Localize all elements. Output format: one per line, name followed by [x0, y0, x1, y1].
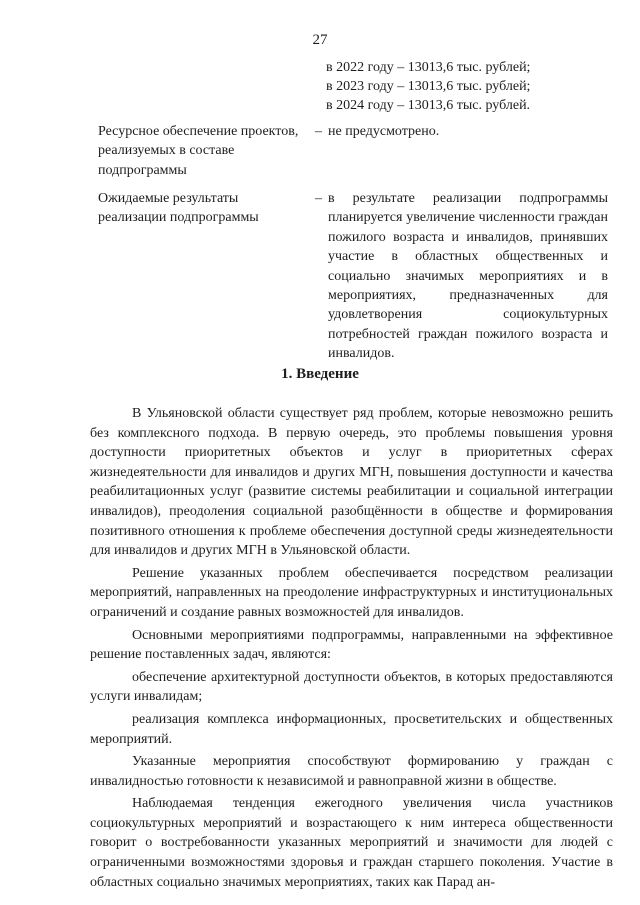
paragraph: обеспечение архитектурной доступности объектов, в которых предоставляются услуги инвалидам; — [90, 669, 613, 705]
funding-list — [326, 58, 530, 115]
table-row-value: не предусмотрено. — [328, 124, 440, 139]
paragraph: В Ульяновской области существует ряд проблем, которые невозможно решить без комплексного подхода. В первую очередь, это проблемы повышения уровня доступности приоритетных объектов и услуг в приоритетных сферах жизнедеятельности для инвалидов и других МГН, повышения доступности и качества реабилитационных услуг (развитие системы реабилитации и социальной интеграции инвалидов), преодоления социальной разобщённости в обществе и формирования позитивного отношения к проблеме обеспечения доступной среды жизнедеятельности для инвалидов и других МГН в Ульяновской области. — [90, 406, 613, 559]
table-row-value: в результате реализации подпрограммы планируется увеличение численности граждан пожилого возраста и инвалидов, принявших участие в областных общественных и социально значимых мероприятиях и в мероприятиях, предназначенных для удовлетворения социокультурных потребностей граждан пожилого возраста и инвалидов. — [328, 191, 608, 362]
paragraph: Основными мероприятиями подпрограммы, направленными на эффективное решение поставленных задач, являются: — [90, 627, 613, 663]
funding-line-2023: в 2023 году – 13013,6 тыс. рублей; — [326, 79, 531, 94]
funding-line-2024: в 2024 году – 13013,6 тыс. рублей. — [326, 98, 531, 113]
table-row-label: Ресурсное обеспечение проектов, реализуемых в составе подпрограммы — [98, 124, 299, 178]
page-number: 27 — [312, 32, 328, 48]
section-heading: 1. Введение — [281, 366, 359, 382]
table-row-dash: – — [315, 191, 322, 206]
body-text — [90, 404, 613, 895]
paragraph: Указанные мероприятия способствуют формированию у граждан с инвалидностью готовности к независимой и равноправной жизни в обществе. — [90, 754, 613, 789]
paragraph: реализация комплекса информационных, просветительских и общественных мероприятий. — [90, 711, 613, 747]
table-row-label: Ожидаемые результаты реализации подпрограммы — [98, 191, 259, 226]
paragraph: Решение указанных проблем обеспечивается посредством реализации мероприятий, направленных на преодоление инфраструктурных и институциональных ограничений и создание равных возможностей для инвалидов. — [90, 565, 613, 620]
paragraph: Наблюдаемая тенденция ежегодного увеличения числа участников социокультурных мероприятий и возрастающего к ним интереса общественности говорит о востребованности указанных мероприятий и значимости для людей с ограниченными возможностями здоровья и граждан старшего поколения. Участие в областных социально значимых мероприятиях, таких как Парад ан- — [90, 796, 613, 890]
funding-line-2022: в 2022 году – 13013,6 тыс. рублей; — [326, 60, 531, 75]
table-row-dash: – — [315, 124, 322, 139]
